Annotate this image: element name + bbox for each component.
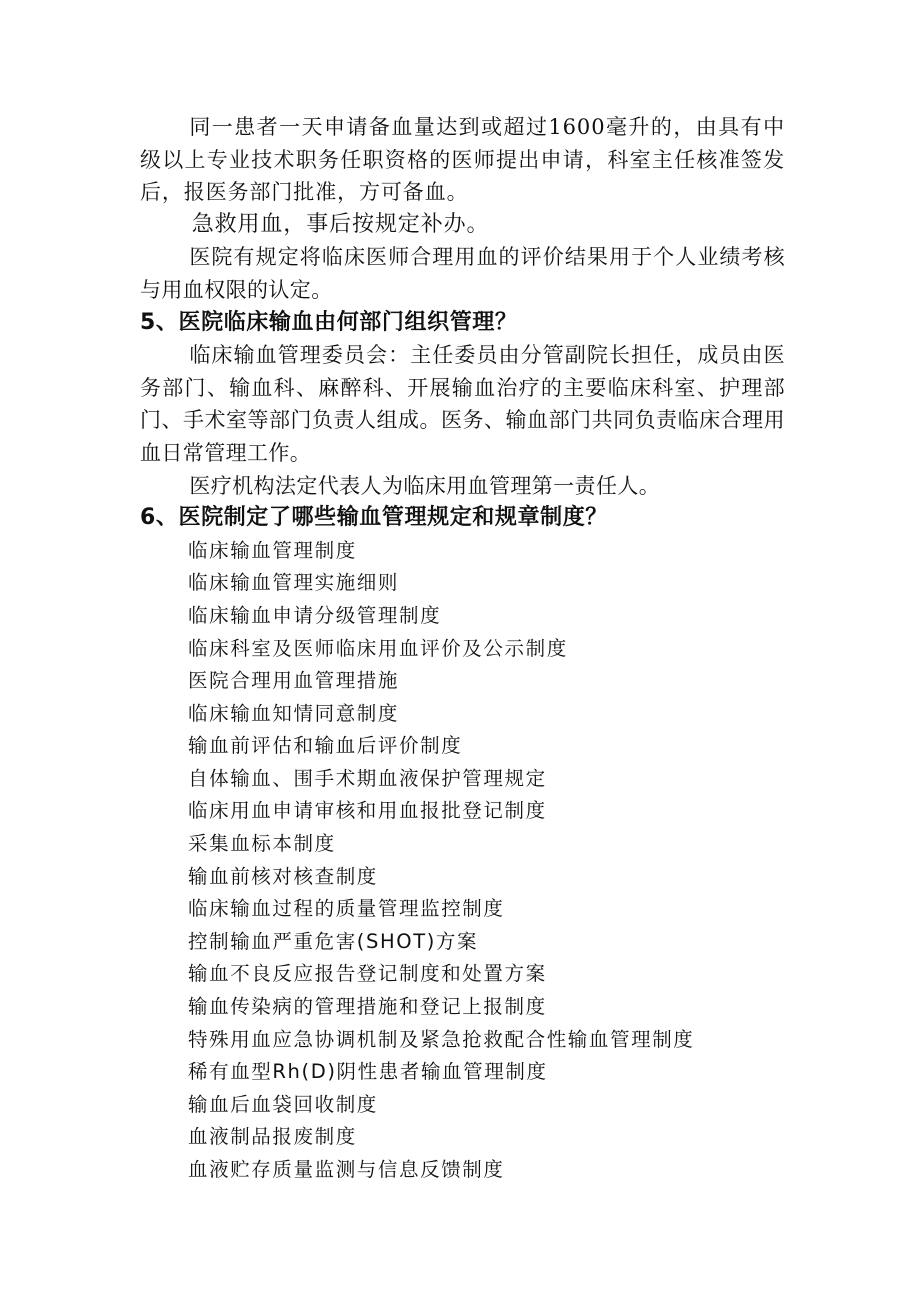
list-item: 输血后血袋回收制度	[188, 1092, 378, 1116]
list-item: 输血传染病的管理措施和登记上报制度	[188, 995, 547, 1019]
paragraph-emergency-blood: 急救用血，事后按规定补办。	[191, 211, 490, 237]
list-item: 医院合理用血管理措施	[188, 669, 400, 693]
list-item: 采集血标本制度	[188, 832, 336, 856]
list-item: 临床科室及医师临床用血评价及公示制度	[188, 636, 568, 660]
list-item: 稀有血型Rh(D)阴性患者输血管理制度	[188, 1060, 548, 1084]
list-item: 临床输血管理制度	[188, 538, 357, 562]
paragraph-committee: 临床输血管理委员会：主任委员由分管副院长担任，成员由医务部门、输血科、麻醉科、开展输血治疗的主要临床科室、护理部门、手术室等部门负责人组成。医务、输血部门共同负责临床合理用血日常管理工作。	[140, 343, 785, 465]
paragraph-legal-representative: 医疗机构法定代表人为临床用血管理第一责任人。	[189, 473, 661, 498]
list-item: 临床用血申请审核和用血报批登记制度	[188, 799, 547, 823]
regulation-list	[140, 535, 785, 1187]
list-item: 输血不良反应报告登记制度和处置方案	[188, 962, 547, 986]
list-item: 自体输血、围手术期血液保护管理规定	[188, 766, 547, 790]
list-item: 临床输血过程的质量管理监控制度	[188, 897, 505, 921]
paragraph-blood-reservation: 同一患者一天申请备血量达到或超过1600毫升的，由具有中级以上专业技术职务任职资格的医师提出申请，科室主任核准签发后，报医务部门批准，方可备血。	[140, 115, 785, 205]
document-body	[140, 111, 785, 1187]
section-6-heading: 6、医院制定了哪些输血管理规定和规章制度？	[140, 505, 608, 531]
list-item: 输血前核对核查制度	[188, 864, 378, 888]
list-item: 控制输血严重危害(SHOT)方案	[188, 929, 479, 953]
list-item: 临床输血申请分级管理制度	[188, 603, 442, 627]
list-item: 特殊用血应急协调机制及紧急抢救配合性输血管理制度	[188, 1027, 695, 1051]
list-item: 临床输血知情同意制度	[188, 701, 400, 725]
list-item: 临床输血管理实施细则	[188, 571, 400, 595]
list-item: 血液制品报废制度	[188, 1125, 357, 1149]
paragraph-evaluation-results: 医院有规定将临床医师合理用血的评价结果用于个人业绩考核与用血权限的认定。	[140, 245, 785, 302]
list-item: 血液贮存质量监测与信息反馈制度	[188, 1158, 505, 1181]
list-item: 输血前评估和输血后评价制度	[188, 734, 463, 758]
section-5-heading: 5、医院临床输血由何部门组织管理？	[140, 309, 518, 335]
